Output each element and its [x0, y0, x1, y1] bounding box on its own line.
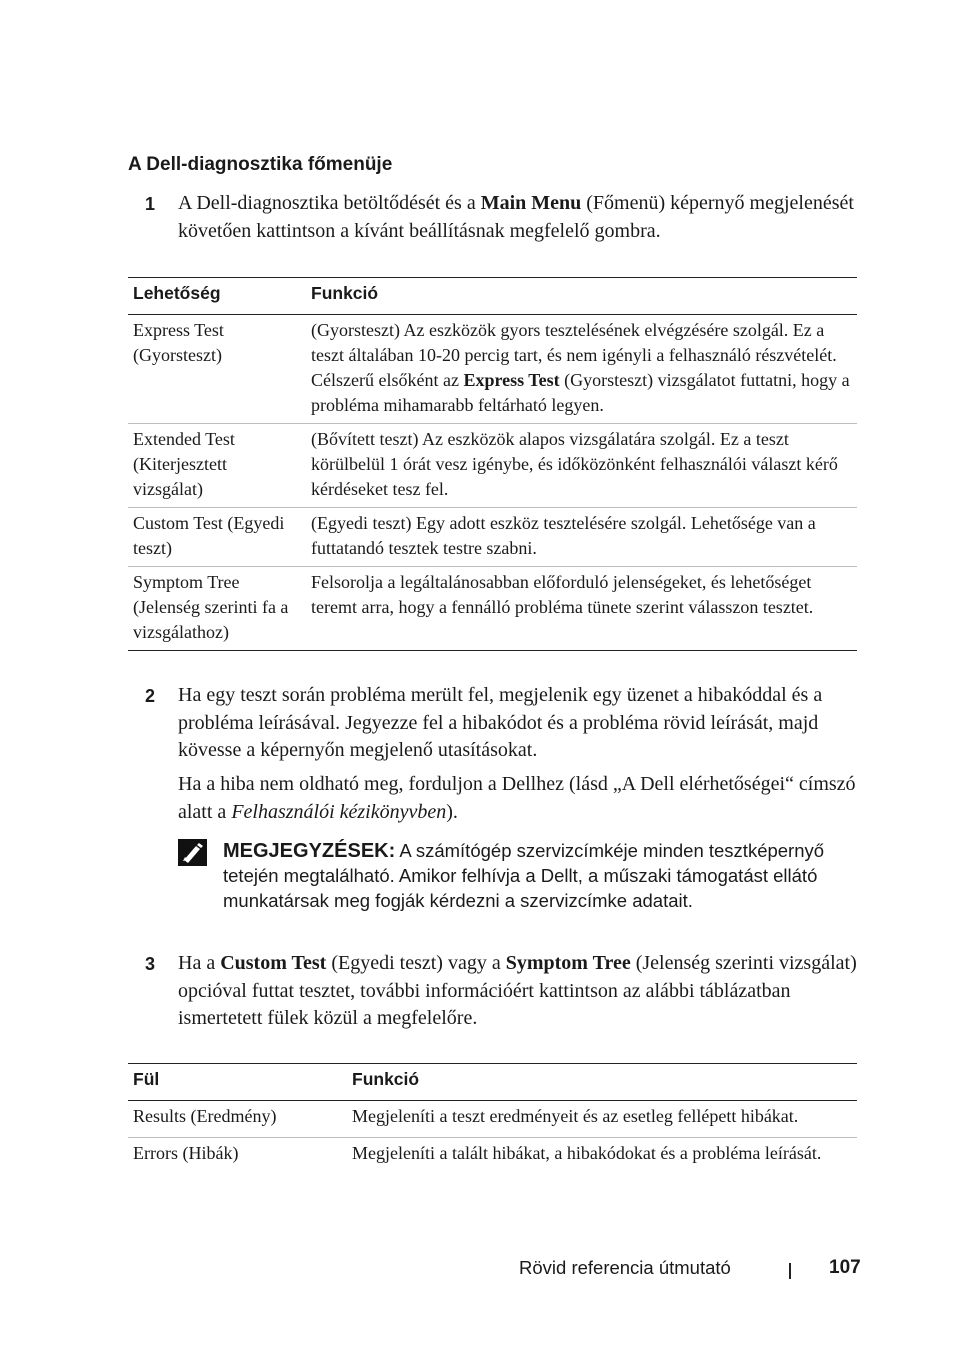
function-cell: Megjeleníti a teszt eredményeit és az esetleg fellépett hibákat.	[347, 1101, 857, 1138]
step-number: 3	[145, 954, 156, 974]
tabs-table	[128, 1063, 857, 1174]
footer-title: Rövid referencia útmutató	[519, 1257, 731, 1278]
option-cell: Extended Test (Kiterjesztett vizsgálat)	[128, 424, 306, 508]
section-title: A Dell-diagnosztika főmenüje	[128, 154, 393, 175]
note-label: MEGJEGYZÉSEK:	[223, 840, 396, 862]
column-header: Funkció	[347, 1064, 857, 1101]
footer-separator	[789, 1263, 791, 1279]
option-cell: Symptom Tree (Jelenség szerinti fa a vizsgálathoz)	[128, 567, 306, 651]
note-text: MEGJEGYZÉSEK: A számítógép szervizcímkéje minden tesztképernyő tetején megtalálható. Amikor felhívja a Dellt, a műszaki támogatást ellátó munkatársak meg fogják kérdezni a szervizcímke adatait.	[223, 840, 825, 911]
step-number: 2	[145, 686, 156, 706]
function-cell: (Gyorsteszt) Az eszközök gyors tesztelésének elvégzésére szolgál. Ez a teszt általában 10-20 percig tart, és nem igényli a felhasználó részvételét. Célszerű elsőként az Express Test (Gyorsteszt) vizsgálatot futtatni, hogy a probléma mihamarabb feltárható legyen.	[306, 315, 857, 424]
table-row	[128, 508, 857, 567]
page-number: 107	[829, 1257, 861, 1278]
function-cell: (Egyedi teszt) Egy adott eszköz tesztelésére szolgál. Lehetősége van a futtatandó tesztek testre szabni.	[306, 508, 857, 567]
function-cell: Felsorolja a legáltalánosabban előforduló jelenségeket, és lehetőséget teremt arra, hogy a fennálló probléma tünete szerint válasszon tesztet.	[306, 567, 857, 651]
column-header: Lehetőség	[128, 278, 306, 315]
option-cell: Custom Test (Egyedi teszt)	[128, 508, 306, 567]
table-row	[128, 424, 857, 508]
note-pencil-icon	[178, 839, 207, 866]
table-row	[128, 1101, 857, 1138]
options-table	[128, 277, 857, 651]
tab-cell: Results (Eredmény)	[128, 1101, 347, 1138]
table-row	[128, 315, 857, 424]
function-cell: Megjeleníti a talált hibákat, a hibakódokat és a probléma leírását.	[352, 1143, 822, 1163]
function-cell: (Bővített teszt) Az eszközök alapos vizsgálatára szolgál. Ez a teszt körülbelül 1 órát vesz igénybe, és időközönként felhasználói választ kérő kérdéseket tesz fel.	[306, 424, 857, 508]
step-text: Ha a Custom Test (Egyedi teszt) vagy a Symptom Tree (Jelenség szerinti vizsgálat) opcióval futtat tesztet, további információért kattintson az alábbi táblázatban ismertetett fülek közül a megfelelőre.	[178, 952, 857, 1029]
table-row	[128, 1138, 857, 1175]
step-text: A Dell-diagnosztika betöltődését és a Main Menu (Főmenü) képernyő megjelenését követően kattintson a kívánt beállításnak megfelelő gombra.	[178, 192, 854, 242]
step-number: 1	[145, 194, 156, 214]
step-text: Ha egy teszt során probléma merült fel, megjelenik egy üzenet a hibakóddal és a probléma leírásával. Jegyezze fel a hibakódot és a probléma rövid leírását, majd kövesse a képernyőn megjelenő utasításokat.	[178, 684, 823, 761]
column-header: Funkció	[306, 278, 857, 315]
column-header: Fül	[128, 1064, 347, 1101]
tab-cell: Errors (Hibák)	[133, 1143, 239, 1163]
option-cell: Express Test (Gyorsteszt)	[128, 315, 306, 424]
table-row	[128, 567, 857, 651]
contact-paragraph: Ha a hiba nem oldható meg, forduljon a Dellhez (lásd „A Dell elérhetőségei“ címszó alatt a Felhasználói kézikönyvben).	[178, 773, 856, 823]
